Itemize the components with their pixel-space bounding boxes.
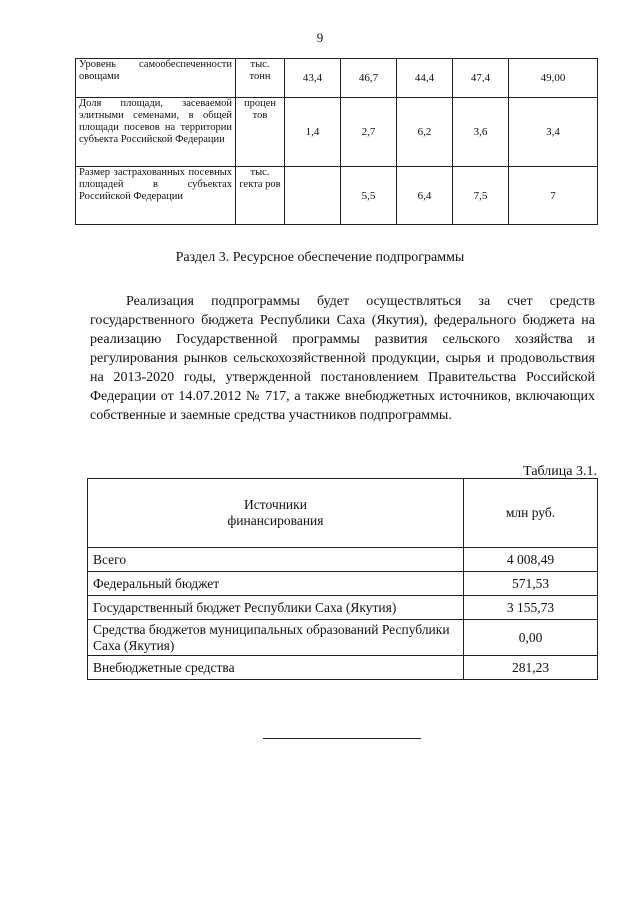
indicator-label: Размер застрахованных посевных площадей в субъектах Российской Федерации xyxy=(76,167,236,225)
header-source-line2: финансирования xyxy=(227,513,324,528)
table-row xyxy=(76,59,598,98)
table-row xyxy=(76,167,598,225)
page-number: 9 xyxy=(316,30,324,45)
indicator-value xyxy=(285,167,341,225)
indicators-table xyxy=(75,58,598,225)
header-source-line1: Источники xyxy=(244,497,307,512)
indicator-value: 46,7 xyxy=(341,59,397,98)
table-row xyxy=(88,596,598,620)
table-header-row xyxy=(88,479,598,548)
indicator-value: 49,00 xyxy=(509,59,598,98)
funding-source: Федеральный бюджет xyxy=(88,572,464,596)
table-row xyxy=(88,572,598,596)
indicator-value: 2,7 xyxy=(341,98,397,167)
indicator-value: 5,5 xyxy=(341,167,397,225)
indicator-label: Уровень самообеспеченности овощами xyxy=(76,59,236,98)
funding-value: 4 008,49 xyxy=(464,548,598,572)
indicator-value: 6,2 xyxy=(397,98,453,167)
funding-source: Внебюджетные средства xyxy=(88,656,464,680)
indicator-value: 43,4 xyxy=(285,59,341,98)
section-title: Раздел 3. Ресурсное обеспечение подпрограммы xyxy=(175,250,465,265)
indicator-label: Доля площади, засеваемой элитными семенами, в общей площади посевов на территории субъекта Российской Федерации xyxy=(76,98,236,167)
table-row xyxy=(88,656,598,680)
funding-source: Всего xyxy=(88,548,464,572)
indicator-value: 3,6 xyxy=(453,98,509,167)
indicator-value: 6,4 xyxy=(397,167,453,225)
funding-source: Государственный бюджет Республики Саха (Якутия) xyxy=(88,596,464,620)
funding-value: 571,53 xyxy=(464,572,598,596)
indicator-value: 3,4 xyxy=(509,98,598,167)
indicator-value: 7 xyxy=(509,167,598,225)
indicator-value: 7,5 xyxy=(453,167,509,225)
header-unit: млн руб. xyxy=(464,479,598,548)
header-source xyxy=(88,479,464,548)
funding-value: 3 155,73 xyxy=(464,596,598,620)
indicator-unit: процен тов xyxy=(236,98,285,167)
table-row xyxy=(76,98,598,167)
indicator-value: 44,4 xyxy=(397,59,453,98)
indicator-unit: тыс. тонн xyxy=(236,59,285,98)
funding-table xyxy=(87,478,598,680)
funding-value: 281,23 xyxy=(464,656,598,680)
indicator-value: 1,4 xyxy=(285,98,341,167)
table-row xyxy=(88,548,598,572)
signature-line xyxy=(263,738,421,739)
table-caption: Таблица 3.1. xyxy=(523,464,597,479)
funding-value: 0,00 xyxy=(464,620,598,656)
funding-source: Средства бюджетов муниципальных образований Республики Саха (Якутия) xyxy=(88,620,464,656)
table-row xyxy=(88,620,598,656)
body-paragraph: Реализация подпрограммы будет осуществляться за счет средств государственного бюджета Республики Саха (Якутия), федерального бюджета на реализацию Государственной программы развития сельского хозяйства и регулирования рынков сельскохозяйственной продукции, сырья и продовольствия на 2013-2020 годы, утвержденной постановлением Правительства Российской Федерации от 14.07.2012 № 717, а также внебюджетных источников, включающих собственные и заемные средства участников подпрограммы. xyxy=(90,294,595,423)
indicator-value: 47,4 xyxy=(453,59,509,98)
indicator-unit: тыс. гекта ров xyxy=(236,167,285,225)
